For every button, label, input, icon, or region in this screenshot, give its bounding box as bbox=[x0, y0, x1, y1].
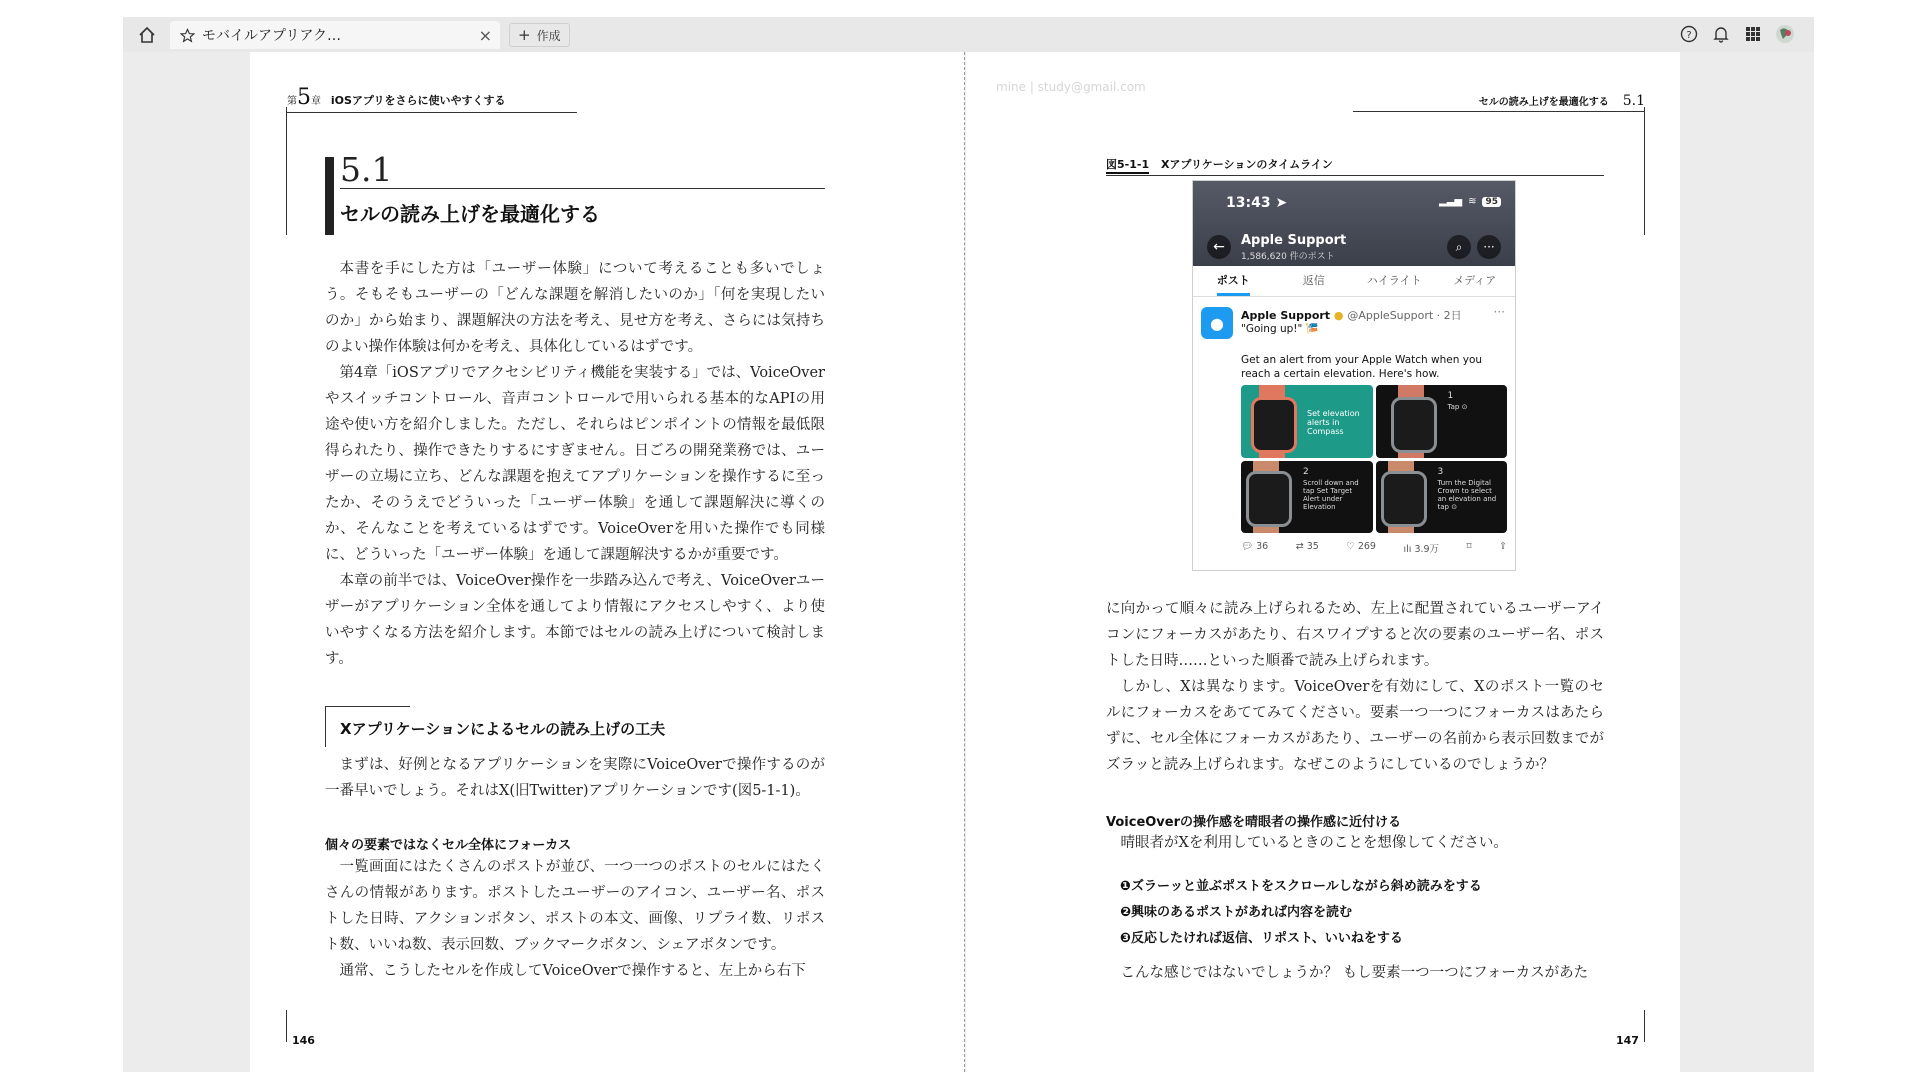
left-margin-mark bbox=[286, 107, 287, 235]
repost-icon: ⇄ bbox=[1295, 541, 1307, 552]
new-tab-label: 作成 bbox=[536, 28, 561, 43]
right-minor-heading: VoiceOverの操作感を晴眼者の操作感に近付ける bbox=[1106, 815, 1402, 830]
running-header-number: 5.1 bbox=[1622, 93, 1645, 109]
heart-icon: ♡ bbox=[1346, 541, 1358, 552]
chapter-prefix: 第 bbox=[287, 96, 297, 107]
document-tab[interactable] bbox=[170, 21, 500, 49]
page-gutter-divider bbox=[964, 52, 965, 1072]
post-handle: @AppleSupport · 2日 bbox=[1347, 309, 1462, 322]
plus-icon: + bbox=[518, 26, 531, 44]
image-step-number: 2 bbox=[1303, 466, 1309, 477]
back-arrow-icon: ← bbox=[1207, 235, 1231, 259]
right-paragraph: しかし、Xは異なります。VoiceOverを有効にして、Xのポスト一覧のセルにフォーカスをあててみてください。要素一つ一つにフォーカスはあたらずに、セル全体にフォーカスがあたり、ユーザーの名前から表示回数までがズラッと読み上げられます。なぜこのようにしているのでしょうか？ bbox=[1106, 679, 1604, 773]
page-corner-mark bbox=[286, 1010, 287, 1042]
post-image bbox=[1376, 461, 1508, 534]
reply-icon: 💬︎ bbox=[1241, 541, 1257, 552]
minor-text bbox=[325, 854, 825, 984]
intro-paragraph: 本章の前半では、VoiceOver操作を一歩踏み込んで考え、VoiceOverユーザーがアプリケーション全体を通してより情報にアクセスしやすく、より使いやすくなる方法を紹介します。本節ではセルの読み上げについて検討します。 bbox=[325, 573, 825, 667]
post-image bbox=[1241, 385, 1373, 458]
post-image-grid bbox=[1241, 385, 1507, 533]
image-step-number: 3 bbox=[1437, 466, 1444, 477]
section-running-header bbox=[1353, 93, 1645, 112]
views-icon: ılı bbox=[1403, 544, 1415, 555]
browser-tab-bar bbox=[123, 17, 1814, 52]
bookmark-icon: ⌑ bbox=[1466, 541, 1472, 552]
image-caption: Tap ⊙ bbox=[1447, 403, 1468, 411]
page-number-left: 146 bbox=[292, 1034, 315, 1047]
home-button[interactable] bbox=[135, 23, 159, 47]
section-bar bbox=[325, 157, 334, 235]
figure-label: 図5-1-1 bbox=[1106, 156, 1149, 174]
intro-paragraph: 第4章「iOSアプリでアクセシビリティ機能を実装する」では、VoiceOverやスイッチコントロール、音声コントロールで用いられる基本的なAPIの用途や使い方を紹介しました。ただし、それらはピンポイントの情報を最低限得られたり、操作できたりするにすぎません。日ごろの開発業務では、ユーザーの立場に立ち、どんな課題を抱えてアプリケーションを操作するに至ったか、そのうえでどういった「ユーザー体験」を通して課題解決に導くのか、そんなことを考えているはずです。VoiceOverを用いた操作でも同様に、どういった「ユーザー体験」を通して課題解決するかが重要です。 bbox=[325, 365, 825, 563]
figure-title: Xアプリケーションのタイムライン bbox=[1160, 158, 1333, 171]
verified-badge-icon: ● bbox=[1333, 309, 1344, 322]
tab-title: モバイルアプリアク… bbox=[202, 28, 342, 44]
figure-caption bbox=[1106, 156, 1604, 176]
tab-posts: ポスト bbox=[1193, 266, 1274, 296]
minor-paragraph: 通常、こうしたセルを作成してVoiceOverで操作すると、左上から右下 bbox=[339, 963, 806, 979]
profile-tabs bbox=[1193, 266, 1515, 297]
repost-count: ⇄ 35 bbox=[1295, 541, 1319, 552]
right-paragraph: に向かって順々に読み上げられるため、左上に配置されているユーザーアイコンにフォーカスがあたり、右スワイプすると次の要素のユーザー名、ポストした日時……といった順番で読み上げられます。 bbox=[1106, 601, 1604, 669]
section-rule bbox=[340, 188, 825, 189]
list-item: ❶ズラーッと並ぶポストをスクロールしながら斜め読みをする bbox=[1120, 879, 1482, 894]
tab-replies: 返信 bbox=[1302, 274, 1325, 287]
subsection-title: Xアプリケーションによるセルの読み上げの工夫 bbox=[340, 720, 666, 738]
star-icon[interactable] bbox=[178, 26, 196, 44]
intro-paragraph: 本書を手にした方は「ユーザー体験」について考えることも多いでしょう。そもそもユーザーの「どんな課題を解消したいのか」「何を実現したいのか」から始まり、課題解決の方法を考え、見せ方を考え、さらには気持ちのよい操作体験は何かを考え、具体化しているはずです。 bbox=[325, 261, 825, 355]
like-count: ♡ 269 bbox=[1346, 541, 1376, 552]
subsection-text bbox=[325, 752, 825, 804]
post-quote: "Going up!" 🎏 bbox=[1241, 323, 1319, 335]
right-minor-text bbox=[1106, 830, 1604, 856]
running-header-title: セルの読み上げを最適化する bbox=[1478, 97, 1609, 108]
post-author-line bbox=[1241, 307, 1462, 323]
section-number: 5.1 bbox=[340, 150, 393, 189]
status-bar-icons bbox=[1439, 196, 1501, 207]
apps-grid-icon[interactable] bbox=[1742, 23, 1764, 45]
right-minor-paragraph: 晴眼者がXを利用しているときのことを想像してください。 bbox=[1120, 835, 1508, 851]
search-icon: ⌕ bbox=[1447, 235, 1471, 259]
view-count: ılı 3.9万 bbox=[1403, 544, 1440, 555]
status-time: 13:43 ➤ bbox=[1226, 195, 1288, 211]
apple-logo-icon: ● bbox=[1201, 307, 1233, 339]
profile-header bbox=[1193, 181, 1515, 266]
signal-icon: ▂▃▅ bbox=[1439, 196, 1463, 207]
minor-paragraph: 一覧画面にはたくさんのポストが並び、一つ一つのポストのセルにはたくさんの情報があります。ポストしたユーザーのアイコン、ユーザー名、ポストした日時、アクションボタン、ポストの本文、画像、リプライ数、リポスト数、いいね数、表示回数、ブックマークボタン、シェアボタンです。 bbox=[325, 859, 825, 953]
right-margin-mark bbox=[1644, 107, 1645, 235]
image-step-number: 1 bbox=[1447, 391, 1454, 401]
home-icon bbox=[138, 26, 156, 44]
minor-heading: 個々の要素ではなくセル全体にフォーカス bbox=[325, 838, 572, 853]
list-item: ❸反応したければ返信、リポスト、いいねをする bbox=[1120, 931, 1403, 946]
right-body-text bbox=[1106, 596, 1604, 778]
post-author: Apple Support bbox=[1241, 309, 1331, 322]
share-icon: ⇪ bbox=[1498, 541, 1507, 552]
user-avatar-icon[interactable] bbox=[1774, 23, 1796, 45]
toolbar-right-icons bbox=[1678, 23, 1796, 45]
post-image bbox=[1241, 461, 1373, 534]
reply-count: 💬︎ 36 bbox=[1241, 541, 1269, 552]
post-menu-icon: ··· bbox=[1493, 305, 1505, 319]
chapter-title: iOSアプリをさらに使いやすくする bbox=[330, 94, 506, 107]
section-title: セルの読み上げを最適化する bbox=[340, 202, 600, 226]
page-corner-mark bbox=[1644, 1010, 1645, 1042]
wifi-icon: ≋ bbox=[1468, 196, 1477, 207]
chapter-suffix: 章 bbox=[311, 96, 321, 107]
list-item: ❷興味のあるポストがあれば内容を読む bbox=[1120, 905, 1353, 920]
image-caption: Set elevation alerts in Compass bbox=[1307, 409, 1360, 436]
tab-highlights: ハイライト bbox=[1366, 274, 1422, 287]
right-last-text bbox=[1106, 960, 1604, 986]
svg-text:?: ? bbox=[1686, 30, 1692, 41]
post-actions bbox=[1241, 541, 1507, 555]
post-body: Get an alert from your Apple Watch when you reach a certain elevation. Here's how. bbox=[1241, 354, 1483, 380]
battery-indicator: 95 bbox=[1482, 197, 1501, 207]
more-icon: ··· bbox=[1477, 235, 1501, 259]
chapter-running-header bbox=[287, 85, 577, 113]
tab-close-button[interactable]: × bbox=[478, 25, 492, 45]
new-tab-button[interactable] bbox=[509, 23, 570, 47]
watermark-text: mine | study@gmail.com bbox=[996, 80, 1146, 94]
tab-media: メディア bbox=[1453, 274, 1497, 287]
help-icon[interactable] bbox=[1678, 23, 1700, 45]
bell-icon[interactable] bbox=[1710, 23, 1732, 45]
x-app-screenshot bbox=[1192, 180, 1516, 571]
account-post-count: 1,586,620 件のポスト bbox=[1241, 252, 1335, 262]
image-caption: Turn the Digital Crown to select an elevation and tap ⊙ bbox=[1437, 478, 1497, 511]
account-name: Apple Support bbox=[1241, 233, 1347, 248]
right-last-paragraph: こんな感じではないでしょうか？ もし要素一つ一つにフォーカスがあた bbox=[1120, 965, 1589, 981]
image-caption: Scroll down and tap Set Target Alert under Elevation bbox=[1303, 478, 1359, 511]
chapter-number: 5 bbox=[297, 85, 311, 110]
page-number-right: 147 bbox=[1616, 1034, 1639, 1047]
intro-text bbox=[325, 256, 825, 672]
subsection-paragraph: まずは、好例となるアプリケーションを実際にVoiceOverで操作するのが一番早いでしょう。それはX(旧Twitter)アプリケーションです(図5-1-1)。 bbox=[325, 757, 825, 799]
post-image bbox=[1376, 385, 1508, 458]
